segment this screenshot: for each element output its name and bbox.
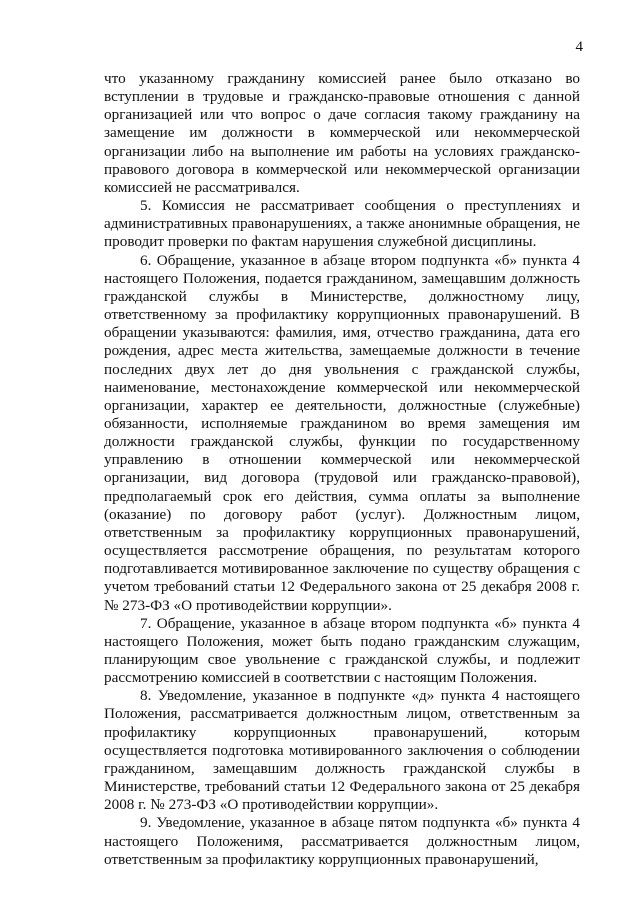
page-number: 4	[575, 39, 583, 55]
document-body	[104, 70, 580, 869]
paragraph-8: 8. Уведомление, указанное в подпункте «д» пункта 4 настоящего Положения, рассматривается должностным лицом, ответственным за профилактику коррупционных правонарушений, которым осуществляется подготовка мотивированного заключения о соблюдении гражданином, замещавшим должность гражданской службы в Министерстве, требований статьи 12 Федерального закона от 25 декабря 2008 г. № 273-ФЗ «О противодействии коррупции».	[104, 687, 580, 814]
paragraph-9: 9. Уведомление, указанное в абзаце пятом подпункта «б» пункта 4 настоящего Положенимя, рассматривается должностным лицом, ответственным за профилактику коррупционных правонарушений,	[104, 814, 580, 868]
paragraph-continuation: что указанному гражданину комиссией ранее было отказано во вступлении в трудовые и гражданско-правовые отношения с данной организацией или что вопрос о даче согласия такому гражданину на замещение им должности в коммерческой или некоммерческой организации либо на выполнение им работы на условиях гражданско-правового договора в коммерческой или некоммерческой организации комиссией не рассматривался.	[104, 70, 580, 196]
paragraph-7: 7. Обращение, указанное в абзаце втором подпункта «б» пункта 4 настоящего Положения, может быть подано гражданским служащим, планирующим свое увольнение с гражданской службы, и подлежит рассмотрению комиссией в соответствии с настоящим Положения.	[104, 614, 580, 687]
paragraph-6: 6. Обращение, указанное в абзаце втором подпункта «б» пункта 4 настоящего Положения, подается гражданином, замещавшим должность гражданской службы в Министерстве, должностному лицу, ответственному за профилактику коррупционных правонарушений. В обращении указываются: фамилия, имя, отчество гражданина, дата его рождения, адрес места жительства, замещаемые должности в течение последних двух лет до дня увольнения с гражданской службы, наименование, местонахождение коммерческой или некоммерческой организации, характер ее деятельности, должностные (служебные) обязанности, исполняемые гражданином во время замещения им должности гражданской службы, функции по государственному управлению в отношении коммерческой или некоммерческой организации, вид договора (трудовой или гражданско-правовой), предполагаемый срок его действия, сумма оплаты за выполнение (оказание) по договору работ (услуг). Должностным лицом, ответственным за профилактику коррупционных правонарушений, осуществляется рассмотрение обращения, по результатам которого подготавливается мотивированное заключение по существу обращения с учетом требований статьи 12 Федерального закона от 25 декабря 2008 г. № 273-ФЗ «О противодействии коррупции».	[104, 251, 580, 614]
paragraph-5: 5. Комиссия не рассматривает сообщения о преступлениях и административных правонарушениях, а также анонимные обращения, не проводит проверки по фактам нарушения служебной дисциплины.	[104, 197, 580, 251]
